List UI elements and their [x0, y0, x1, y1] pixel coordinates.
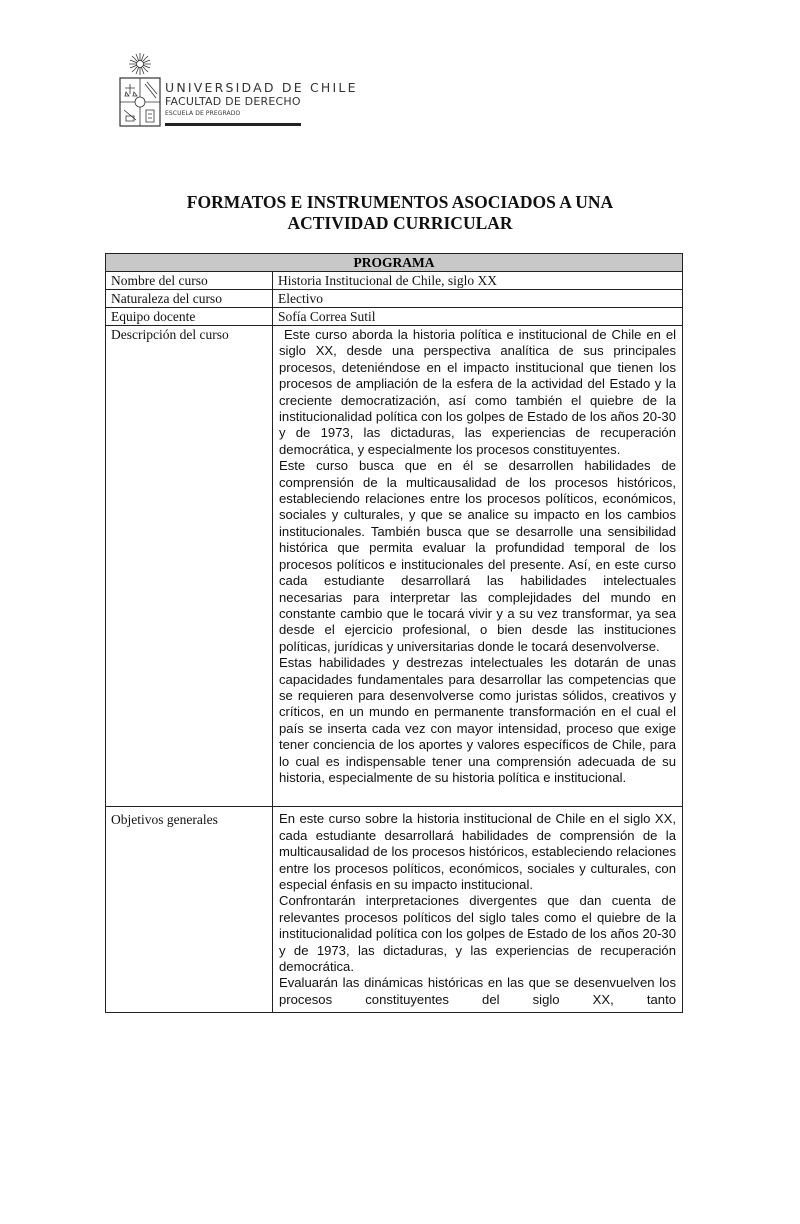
program-heading: PROGRAMA — [106, 254, 683, 272]
row-value-objectives — [273, 807, 683, 1013]
title-line-2: ACTIVIDAD CURRICULAR — [287, 213, 513, 233]
school-name: ESCUELA DE PREGRADO — [165, 110, 241, 117]
table-row — [106, 272, 683, 290]
row-value-description — [273, 326, 683, 807]
row-label-teaching-team: Equipo docente — [106, 308, 273, 326]
document-title — [100, 192, 700, 234]
university-crest-logo — [118, 52, 162, 128]
institution-header — [165, 80, 358, 126]
objectives-paragraph: En este curso sobre la historia institucional de Chile en el siglo XX, cada estudiante desarrollará habilidades de comprensión de la multicausalidad de los procesos históricos, estableciendo relaciones entre los procesos políticos, económicos, sociales y culturales, con especial énfasis en su impacto institucional. — [279, 811, 676, 892]
university-name: UNIVERSIDAD DE CHILE — [165, 80, 358, 95]
table-row — [106, 290, 683, 308]
objectives-paragraph: Confrontarán interpretaciones divergentes que dan cuenta de relevantes procesos políticos del siglo tales como el quiebre de la institucionalidad política con los golpes de Estado de los años 20-30 y de 1973, las dictaduras, y las experiencias de recuperación democrática. — [279, 893, 676, 975]
description-paragraph: Este curso aborda la historia política e institucional de Chile en el siglo XX, desde una perspectiva analítica de sus principales procesos, deteniéndose en el impacto institucional que tienen los procesos de ampliación de la esfera de la actividad del Estado y la creciente democratización, así como también el quiebre de la institucionalidad política con los golpes de Estado de los años 20-30 y de 1973, las dictaduras, las experiencias de recuperación democrática, y especialmente los procesos constituyentes. — [279, 327, 680, 457]
description-paragraph: Estas habilidades y destrezas intelectuales les dotarán de unas capacidades fundamentales para desarrollar las competencias que se requieren para desenvolverse como juristas sólidos, creativos y críticos, en un mundo en permanente transformación en el cual el país se inserta cada vez con mayor intensidad, proceso que exige tener conciencia de los aportes y valores específicos de Chile, para lo cual es indispensable tener una comprensión adecuada de su historia, especialmente de su historia política e institucional. — [279, 655, 676, 785]
row-label-description: Descripción del curso — [106, 326, 273, 807]
faculty-name: FACULTAD DE DERECHO — [165, 95, 301, 108]
program-table — [105, 253, 683, 1013]
description-paragraph: Este curso busca que en él se desarrollen habilidades de comprensión de la multicausalidad de los procesos históricos, estableciendo relaciones entre los procesos políticos, económicos, sociales y culturales, y que se analice su impacto en los cambios institucionales. También busca que se desarrolle una sensibilidad histórica que permita evaluar la profundidad temporal de los procesos políticos e institucionales del presente. Así, en este curso cada estudiante desarrollará las habilidades intelectuales necesarias para interpretar las complejidades del mundo en constante cambio que le tocará vivir y a su vez transformar, ya sea desde el ejercicio profesional, o bien desde las instituciones políticas, jurídicas y universitarias donde le tocará desenvolverse. — [279, 458, 676, 654]
title-line-1: FORMATOS E INSTRUMENTOS ASOCIADOS A UNA — [186, 192, 614, 212]
row-value-course-name: Historia Institucional de Chile, siglo XX — [273, 272, 683, 290]
objectives-paragraph: Evaluarán las dinámicas históricas en las que se desenvuelven los procesos constituyentes del siglo XX, tanto — [279, 975, 676, 1007]
table-row — [106, 326, 683, 807]
row-value-teaching-team: Sofía Correa Sutil — [273, 308, 683, 326]
row-label-course-type: Naturaleza del curso — [106, 290, 273, 308]
row-value-course-type: Electivo — [273, 290, 683, 308]
row-label-objectives: Objetivos generales — [106, 807, 273, 1013]
table-row — [106, 807, 683, 1013]
table-row — [106, 308, 683, 326]
row-label-course-name: Nombre del curso — [106, 272, 273, 290]
header-divider — [165, 123, 301, 126]
